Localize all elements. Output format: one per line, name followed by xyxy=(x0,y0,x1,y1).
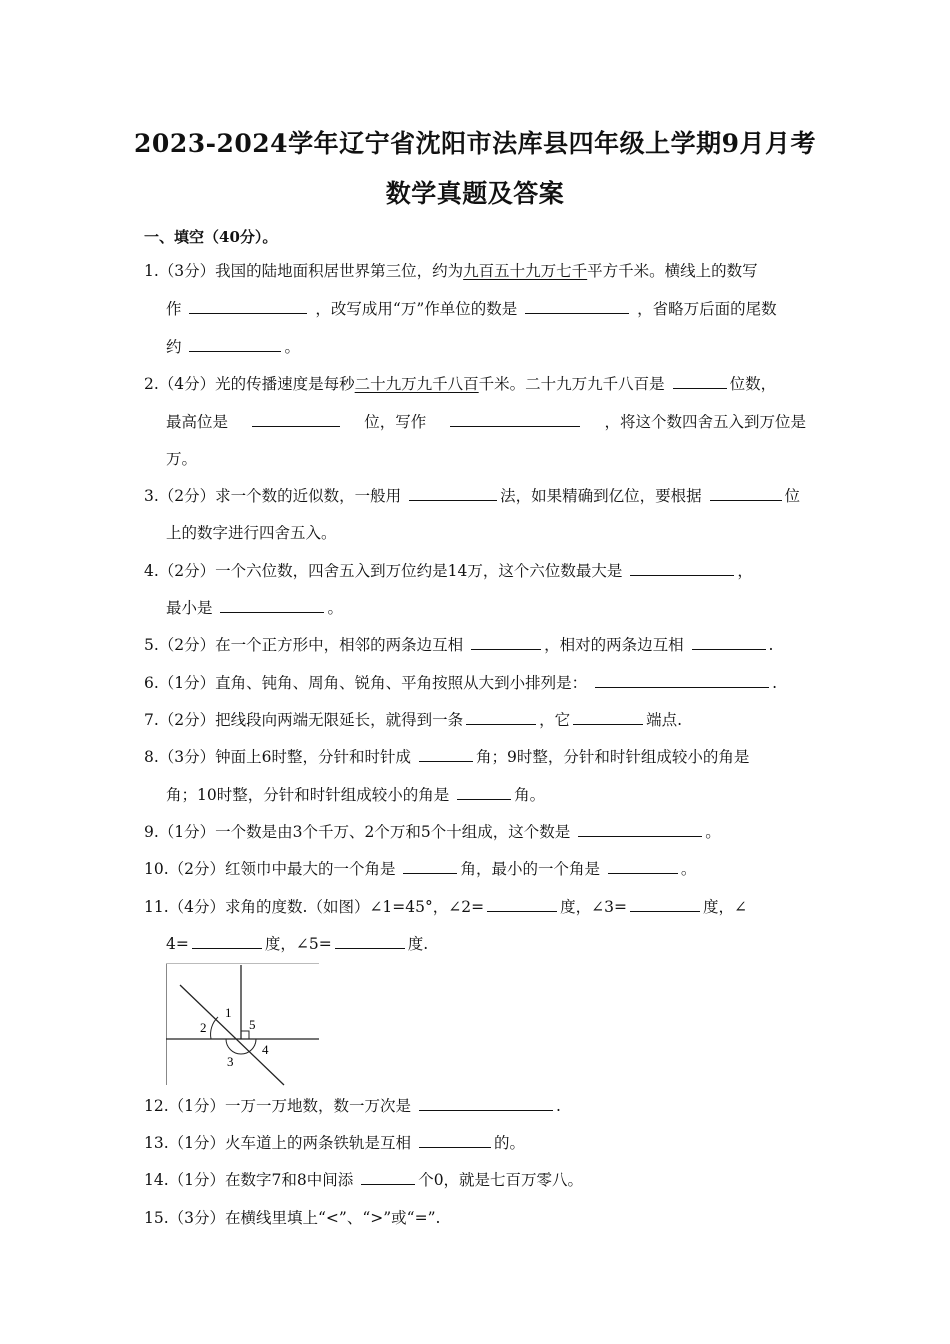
answer-blank[interactable] xyxy=(192,933,262,949)
answer-blank[interactable] xyxy=(335,933,405,949)
doc-title-line2: 数学真题及答案 xyxy=(385,179,565,208)
question-10: 10.（2分）红领巾中最大的一个角是 角，最小的一个角是 。 xyxy=(144,860,697,878)
question-1: 1.（3分）我国的陆地面积居世界第三位，约为九百五十九万七千平方千米。横线上的数写 xyxy=(144,262,758,280)
answer-blank[interactable] xyxy=(525,298,629,314)
answer-blank[interactable] xyxy=(189,336,281,352)
answer-blank[interactable] xyxy=(673,373,727,389)
answer-blank[interactable] xyxy=(252,411,340,427)
angle-label-3: 3 xyxy=(227,1054,234,1069)
question-2: 2.（4分）光的传播速度是每秒二十九万九千八百千米。二十九万九千八百是 位数， xyxy=(144,375,777,393)
question-14: 14.（1分）在数字7和8中间添 个0，就是七百万零八。 xyxy=(144,1171,584,1189)
answer-blank[interactable] xyxy=(630,896,700,912)
answer-blank[interactable] xyxy=(189,298,307,314)
answer-blank[interactable] xyxy=(578,821,702,837)
question-15: 15.（3分）在横线里填上“<”、“>”或“=”. xyxy=(144,1209,441,1227)
angle-label-2: 2 xyxy=(200,1020,207,1035)
question-3-line2: 上的数字进行四舍五入。 xyxy=(166,524,337,542)
answer-blank[interactable] xyxy=(466,709,536,725)
slanted-line xyxy=(180,985,284,1085)
question-2-line2: 最高位是 位，写作 ，将这个数四舍五入到万位是 xyxy=(166,413,806,431)
question-7: 7.（2分）把线段向两端无限延长，就得到一条 ，它 端点. xyxy=(144,711,683,729)
question-11-line2: 4= 度，∠5= 度. xyxy=(166,935,429,953)
answer-blank[interactable] xyxy=(450,411,580,427)
question-8: 8.（3分）钟面上6时整，分针和时针成 角；9时整，分针和时针组成较小的角是 xyxy=(144,748,750,766)
section-heading: 一、填空（40分）。 xyxy=(144,228,278,246)
answer-blank[interactable] xyxy=(419,746,473,762)
answer-blank[interactable] xyxy=(630,560,734,576)
question-12: 12.（1分）一万一万地数，数一万次是 . xyxy=(144,1097,561,1115)
answer-blank[interactable] xyxy=(457,784,511,800)
angle-label-1: 1 xyxy=(225,1005,232,1020)
answer-blank[interactable] xyxy=(220,597,324,613)
answer-blank[interactable] xyxy=(361,1169,415,1185)
question-4-line2: 最小是 。 xyxy=(166,599,343,617)
question-1-line3: 约 。 xyxy=(166,338,300,356)
question-9: 9.（1分）一个数是由3个千万、2个万和5个十组成，这个数是 。 xyxy=(144,823,721,841)
answer-blank[interactable] xyxy=(608,858,678,874)
question-3: 3.（2分）求一个数的近似数，一般用 法，如果精确到亿位，要根据 位 xyxy=(144,487,801,505)
angle-3-4-arc xyxy=(226,1039,256,1054)
question-6: 6.（1分）直角、钝角、周角、锐角、平角按照从大到小排列是： . xyxy=(144,674,778,692)
question-13: 13.（1分）火车道上的两条铁轨是互相 的。 xyxy=(144,1134,525,1152)
answer-blank[interactable] xyxy=(487,896,557,912)
angle-label-5: 5 xyxy=(249,1017,256,1032)
answer-blank[interactable] xyxy=(573,709,643,725)
right-angle-mark xyxy=(241,1031,249,1039)
answer-blank[interactable] xyxy=(403,858,457,874)
answer-blank[interactable] xyxy=(471,634,541,650)
question-11: 11.（4分）求角的度数.（如图）∠1=45°，∠2= 度，∠3= 度，∠ xyxy=(144,898,747,916)
answer-blank[interactable] xyxy=(419,1095,553,1111)
answer-blank[interactable] xyxy=(595,672,769,688)
question-4: 4.（2分）一个六位数，四舍五入到万位约是14万，这个六位数最大是 ， xyxy=(144,562,753,580)
question-5: 5.（2分）在一个正方形中，相邻的两条边互相 ，相对的两条边互相 . xyxy=(144,636,774,654)
answer-blank[interactable] xyxy=(710,485,782,501)
doc-title-line1: 2023-2024学年辽宁省沈阳市法库县四年级上学期9月月考 xyxy=(134,129,816,158)
angle-figure xyxy=(166,963,322,1087)
question-1-line2: 作 ，改写成用“万”作单位的数是 ，省略万后面的尾数 xyxy=(166,300,777,318)
answer-blank[interactable] xyxy=(409,485,497,501)
answer-blank[interactable] xyxy=(419,1132,491,1148)
question-2-line3: 万。 xyxy=(166,450,198,468)
angle-label-4: 4 xyxy=(262,1042,269,1057)
question-8-line2: 角；10时整，分针和时针组成较小的角是 角。 xyxy=(166,786,546,804)
answer-blank[interactable] xyxy=(692,634,766,650)
